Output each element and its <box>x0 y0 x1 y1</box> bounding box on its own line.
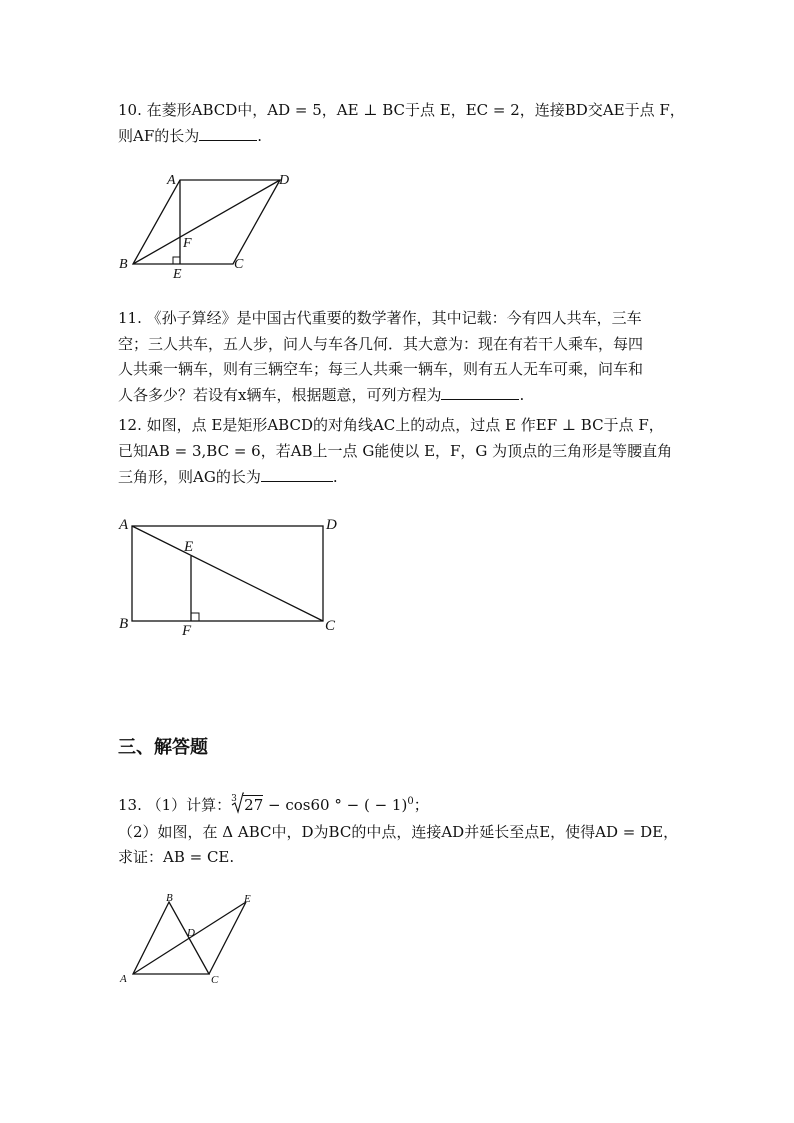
q11-answer-blank <box>441 385 519 400</box>
segment-BD <box>133 180 280 264</box>
q12-line3-text: 三角形，则AG的长为 <box>118 468 261 486</box>
q12-line1: 12. 如图，点 E是矩形ABCD的对角线AC上的动点，过点 E 作EF ⊥ BC于点 F， <box>118 416 664 434</box>
label-F: F <box>182 623 192 639</box>
q12-line3-end: . <box>332 468 338 486</box>
q13-line1-end: ； <box>413 796 429 814</box>
q11-line1: 11. 《孙子算经》是中国古代重要的数学著作，其中记载：今有四人共车，三车 <box>118 309 642 327</box>
label-E: E <box>184 539 194 555</box>
q10-rhombus-figure <box>116 168 306 283</box>
q11-line4-text: 人各多少？若设有x辆车，根据题意，可列方程为 <box>118 386 442 404</box>
q11-line4-end: . <box>519 386 525 404</box>
q10-line2-end: . <box>257 127 263 145</box>
q13-line1 <box>118 792 429 815</box>
radical-sign-icon <box>232 792 244 814</box>
q11-line4 <box>118 385 524 405</box>
label-D: D <box>279 173 290 188</box>
label-C: C <box>325 618 336 634</box>
label-F: F <box>183 236 192 251</box>
label-A: A <box>119 517 129 533</box>
q13-line3: 求证：AB = CE. <box>118 848 235 866</box>
q11-line3: 人共乘一辆车，则有三辆空车；每三人共乘一辆车，则有五人无车可乘，问车和 <box>118 360 644 378</box>
q10-line2-text: 则AF的长为 <box>118 127 200 145</box>
q12-answer-blank <box>261 467 333 482</box>
label-B: B <box>119 257 128 272</box>
q13-line2: （2）如图，在 Δ ABC中，D为BC的中点，连接AD并延长至点E，使得AD = DE， <box>118 823 679 841</box>
q12-line3 <box>118 467 338 487</box>
section-title: 三、解答题 <box>118 737 208 758</box>
label-D: D <box>326 517 337 533</box>
root-index: 3 <box>231 794 237 804</box>
q10-answer-blank <box>199 126 257 141</box>
diagonal-AC <box>132 526 323 621</box>
label-B: B <box>119 616 129 632</box>
q10-line1: 10. 在菱形ABCD中，AD = 5，AE ⊥ BC于点 E，EC = 2，连接BD交AE于点 F， <box>118 101 685 119</box>
triangle-ABC <box>133 902 209 974</box>
label-A: A <box>167 173 176 188</box>
right-angle-mark-F <box>191 613 199 621</box>
q13-line1-text: 13. （1）计算： <box>118 796 232 814</box>
radicand: 27 <box>244 796 264 814</box>
q12-rectangle-figure <box>116 512 346 642</box>
q10-line2 <box>118 126 262 146</box>
cube-root-27 <box>231 795 263 815</box>
q13-line1-rest: − cos60 ° − ( − 1) <box>263 796 408 814</box>
label-E: E <box>173 267 182 282</box>
label-D: D <box>187 927 195 939</box>
label-C: C <box>234 257 244 272</box>
label-E: E <box>244 893 251 905</box>
label-A: A <box>120 973 127 985</box>
exponent: 0 <box>407 796 414 807</box>
segment-CE <box>209 902 246 974</box>
q11-line2: 空；三人共车，五人步，问人与车各几何．其大意为：现在有若干人乘车，每四 <box>118 335 644 353</box>
q13-triangle-figure <box>116 890 266 990</box>
label-B: B <box>166 892 173 904</box>
q12-line2: 已知AB = 3,BC = 6，若AB上一点 G能使以 E，F，G 为顶点的三角形是等腰直角 <box>118 442 673 460</box>
right-angle-mark-E <box>173 257 180 264</box>
label-C: C <box>211 974 219 986</box>
